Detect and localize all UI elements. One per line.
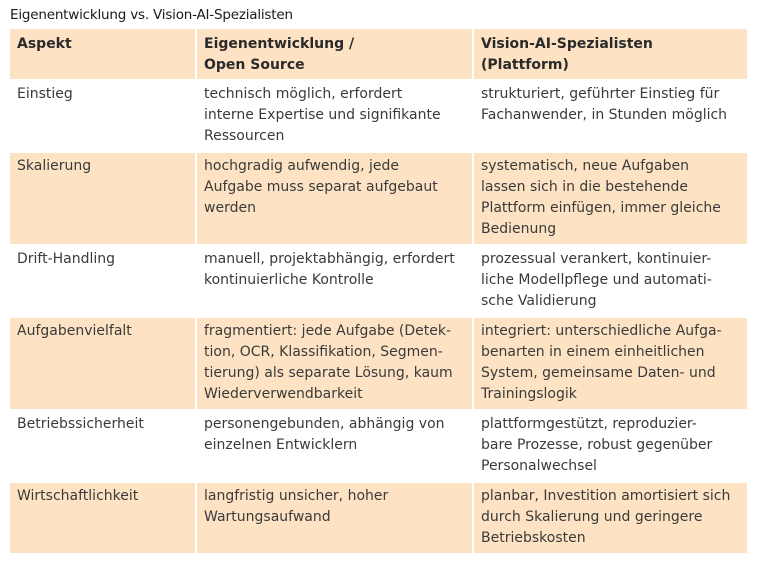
row-eigenentwicklung-cell: manuell, projektabhängig, erfordert kontinuierliche Kontrolle [195,244,472,316]
row-aspect-cell: Aufgabenvielfalt [10,316,195,409]
table-header-row [10,29,747,79]
row-aspect-cell: Betriebssicherheit [10,409,195,481]
header-aspekt: Aspekt [10,29,195,79]
header-vision-ai: Vision-AI-Spezialisten (Plattform) [472,29,747,79]
row-eigenentwicklung-cell: fragmentiert: jede Aufgabe (Detek- tion, OCR, Klassifikation, Segmen- tierung) als separate Lösung, kaum Wiederverwendbarkeit [195,316,472,409]
row-vision-ai-cell: prozessual verankert, kontinuier- liche Modellpflege und automati- sche Validierung [472,244,747,316]
table-row [10,79,747,151]
row-eigenentwicklung-cell: langfristig unsicher, hoher Wartungsaufwand [195,481,472,553]
row-vision-ai-cell: systematisch, neue Aufgaben lassen sich in die bestehende Plattform einfügen, immer gleiche Bedienung [472,151,747,244]
table-row [10,409,747,481]
row-vision-ai-cell: strukturiert, geführter Einstieg für Fachanwender, in Stunden möglich [472,79,747,151]
row-vision-ai-cell: plattformgestützt, reproduzier- bare Prozesse, robust gegenüber Personalwechsel [472,409,747,481]
row-aspect-cell: Skalierung [10,151,195,244]
table-row [10,481,747,553]
table-row [10,151,747,244]
row-aspect-cell: Einstieg [10,79,195,151]
table-row [10,316,747,409]
row-vision-ai-cell: planbar, Investition amortisiert sich durch Skalierung und geringere Betriebskosten [472,481,747,553]
comparison-table [10,29,747,553]
row-eigenentwicklung-cell: personengebunden, abhängig von einzelnen Entwicklern [195,409,472,481]
row-vision-ai-cell: integriert: unterschiedliche Aufga- benarten in einem einheitlichen System, gemeinsame Daten- und Trainingslogik [472,316,747,409]
row-aspect-cell: Wirtschaftlichkeit [10,481,195,553]
table-row [10,244,747,316]
row-eigenentwicklung-cell: hochgradig aufwendig, jede Aufgabe muss separat aufgebaut werden [195,151,472,244]
table-caption: Eigenentwicklung vs. Vision-AI-Spezialisten [10,7,293,23]
row-eigenentwicklung-cell: technisch möglich, erfordert interne Expertise und signifikante Ressourcen [195,79,472,151]
header-eigenentwicklung: Eigenentwicklung / Open Source [195,29,472,79]
row-aspect-cell: Drift-Handling [10,244,195,316]
